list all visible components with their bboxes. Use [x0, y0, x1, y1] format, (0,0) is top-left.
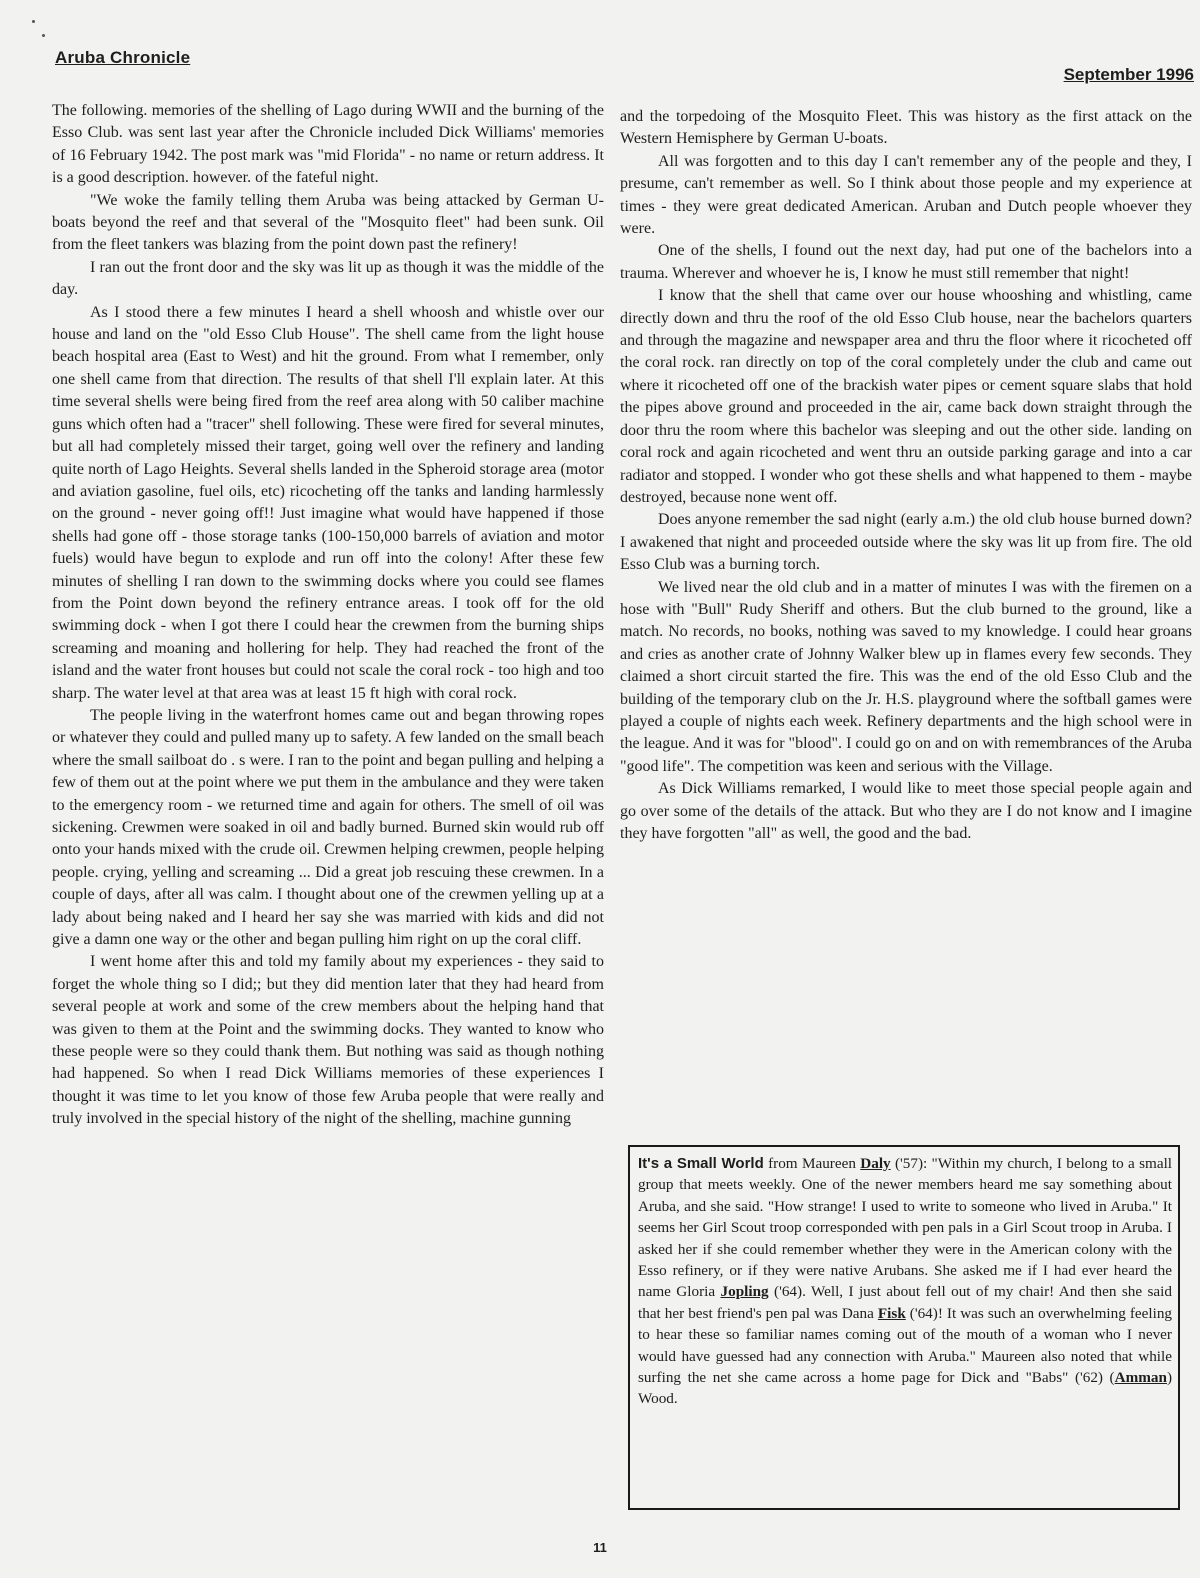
article-paragraph: and the torpedoing of the Mosquito Fleet. This was history as the first attack on the Western Hemisphere by German U-boats.	[620, 108, 1192, 148]
article-paragraph: The people living in the waterfront homes came out and began throwing ropes or whatever they could and pulled many up to safety. A few landed on the small beach where the small sailboat do . s were. I ran to the point and began pulling and helping a few of them out at the point where we put them in the ambulance and they were taken to the emergency room - we returned time and again for others. The smell of oil was sickening. Crewmen were soaked in oil and badly burned. Burned skin would rub off onto your hands mixed with the crude oil. Crewmen helping crewmen, people helping people. crying, yelling and screaming ... Did a great job rescuing these crewmen. In a couple of days, after all was calm. I thought about one of the crewmen yelling up at a lady about being naked and I heard her say she was married with kids and did not give a damn one way or the other and began pulling him right on up the coral cliff.	[52, 706, 604, 949]
person-name: Amman	[1114, 1369, 1167, 1387]
scan-speck	[32, 20, 35, 23]
article-paragraph: Does anyone remember the sad night (early a.m.) the old club house burned down? I awakened that night and proceeded outside where the sky was lit up from fire. The old Esso Club was a burning torch.	[620, 511, 1192, 574]
article-paragraph: As Dick Williams remarked, I would like to meet those special people again and go over some of the details of the attack. But who they are I do not know and I imagine they have forgotten "all" as well, the good and the bad.	[620, 780, 1192, 842]
sidebar-text: ) Wood.	[638, 1369, 1172, 1408]
scan-speck	[42, 34, 45, 37]
sidebar-text: ('64)! It was such an overwhelming feeling to hear these so familiar names coming out of the mouth of a woman who I never would have guessed had any connection with Aruba." Maureen also noted that while surfing the net she came across a home page for Dick and "Babs" ('62) (	[638, 1304, 1173, 1387]
person-name: Fisk	[877, 1304, 906, 1322]
person-name: Jopling	[720, 1283, 769, 1301]
article-column-left	[52, 100, 604, 1131]
article-paragraph: We lived near the old club and in a matter of minutes I was with the firemen on a hose with "Bull" Rudy Sheriff and others. But the club burned to the ground, like a match. No records, no books, nothing was saved to my knowledge. I could hear groans and cries as another crate of Johnny Walker blew up in flames every few seconds. They claimed a short circuit started the fire. This was the end of the old Esso Club and the building of the temporary club on the Jr. H.S. playground where the softball games were played a couple of nights each week. Refinery departments and the high school were in the league. And it was for "blood". I could go on and on with remembrances of the Aruba "good life". The competition was keen and serious with the Village.	[620, 578, 1192, 775]
publication-title: Aruba Chronicle	[55, 48, 191, 67]
article-paragraph: I went home after this and told my family about my experiences - they said to forget the whole thing so I did;; but they did mention later that they had heard from several people at work and some of the crew members about the helping hand that was given to them at the Point and the swimming docks. They wanted to know who these people were so they could thank them. But nothing was said as though nothing had happened. So when I read Dick Williams memories of these experiences I thought it was time to let you know of those few Aruba people that were really and truly involved in the special history of the night of the shelling, machine gunning	[52, 953, 604, 1128]
sidebar-heading: It's a Small World	[638, 1155, 764, 1172]
sidebar-text: ('57): "Within my church, I belong to a small group that meets weekly. One of the newer members heard me say something about Aruba, and she said. "How strange! I used to write to someone who lived in Aruba." It seems her Girl Scout troop corresponded with pen pals in a Girl Scout troop in Aruba. I asked her if she could remember whether they were in the American colony with the Esso refinery, or if they were native Arubans. She asked me if I had ever heard the name Gloria	[638, 1155, 1173, 1301]
article-paragraph: I ran out the front door and the sky was lit up as though it was the middle of the day.	[52, 258, 604, 299]
person-name: Daly	[860, 1155, 891, 1172]
article-paragraph: One of the shells, I found out the next day, had put one of the bachelors into a trauma. Wherever and whoever he is, I know he must still remember that night!	[620, 242, 1192, 282]
sidebar-text: ('64). Well, I just about fell out of my chair! And then she said that her best friend's pen pal was Dana	[638, 1283, 1172, 1322]
article-paragraph: The following. memories of the shelling of Lago during WWII and the burning of the Esso Club. was sent last year after the Chronicle included Dick Williams' memories of 16 February 1942. The post mark was "mid Florida" - no name or return address. It is a good description. however. of the fateful night.	[52, 102, 604, 187]
article-paragraph: "We woke the family telling them Aruba was being attacked by German U-boats beyond the reef and that several of the "Mosquito fleet" had been sunk. Oil from the fleet tankers was blazing from the point down past the refinery!	[52, 191, 604, 254]
article-paragraph: As I stood there a few minutes I heard a shell whoosh and whistle over our house and land on the "old Esso Club House". The shell came from the light house beach hospital area (East to West) and hit the ground. From what I remember, only one shell came from that direction. The results of that shell I'll explain later. At this time several shells were being fired from the reef area along with 50 caliber machine guns which often had a "tracer" shell following. These were fired for several minutes, but all had completely missed their target, going well over the refinery and landing quite north of Lago Heights. Several shells landed in the Spheroid storage area (motor and aviation gasoline, fuel oils, etc) ricocheting off the tanks and landing harmlessly on the ground - never going off!! Just imagine what would have happened if those shells had gone off - those storage tanks (100-150,000 barrels of aviation and motor fuels) would have begun to explode and run off into the colony! After these few minutes of shelling I ran down to the swimming docks where you could see flames from the Point down beyond the refinery entrance areas. I took off for the old swimming dock - when I got there I could hear the crewmen from the burning ships screaming and moaning and hollering for help. They had reached the front of the island and the water front houses but could not scale the coral rock - too high and too sharp. The water level at that area was at least 15 ft high with coral rock.	[52, 303, 604, 702]
page-number: 11	[593, 1540, 607, 1555]
article-paragraph: All was forgotten and to this day I can't remember any of the people and they, I presume, can't remember as well. So I think about those people and my experience at times - they were great dedicated American. Aruban and Dutch people whoever they were.	[620, 152, 1192, 238]
article-column-right	[620, 106, 1192, 845]
sidebar-text: from Maureen	[763, 1155, 861, 1172]
small-world-sidebar	[628, 1145, 1180, 1510]
article-paragraph: I know that the shell that came over our house whooshing and whistling, came directly down and thru the roof of the old Esso Club house, near the bachelors quarters and through the magazine and newspaper area and thru the floor where it ricocheted off the coral rock. ran directly on top of the coral completely under the club and came out where it ricocheted off one of the brackish water pipes or cement square slabs that hold the pipes above ground and proceeded in the air, came back down straight through the door thru the room where this bachelor was sleeping and out the other side. landing on coral rock and again ricocheted and went thru an outside parking garage and into a car radiator and stopped. I wonder who got these shells and what happened to them - maybe destroyed, because none went off.	[620, 287, 1192, 506]
issue-date: September 1996	[1063, 65, 1194, 84]
